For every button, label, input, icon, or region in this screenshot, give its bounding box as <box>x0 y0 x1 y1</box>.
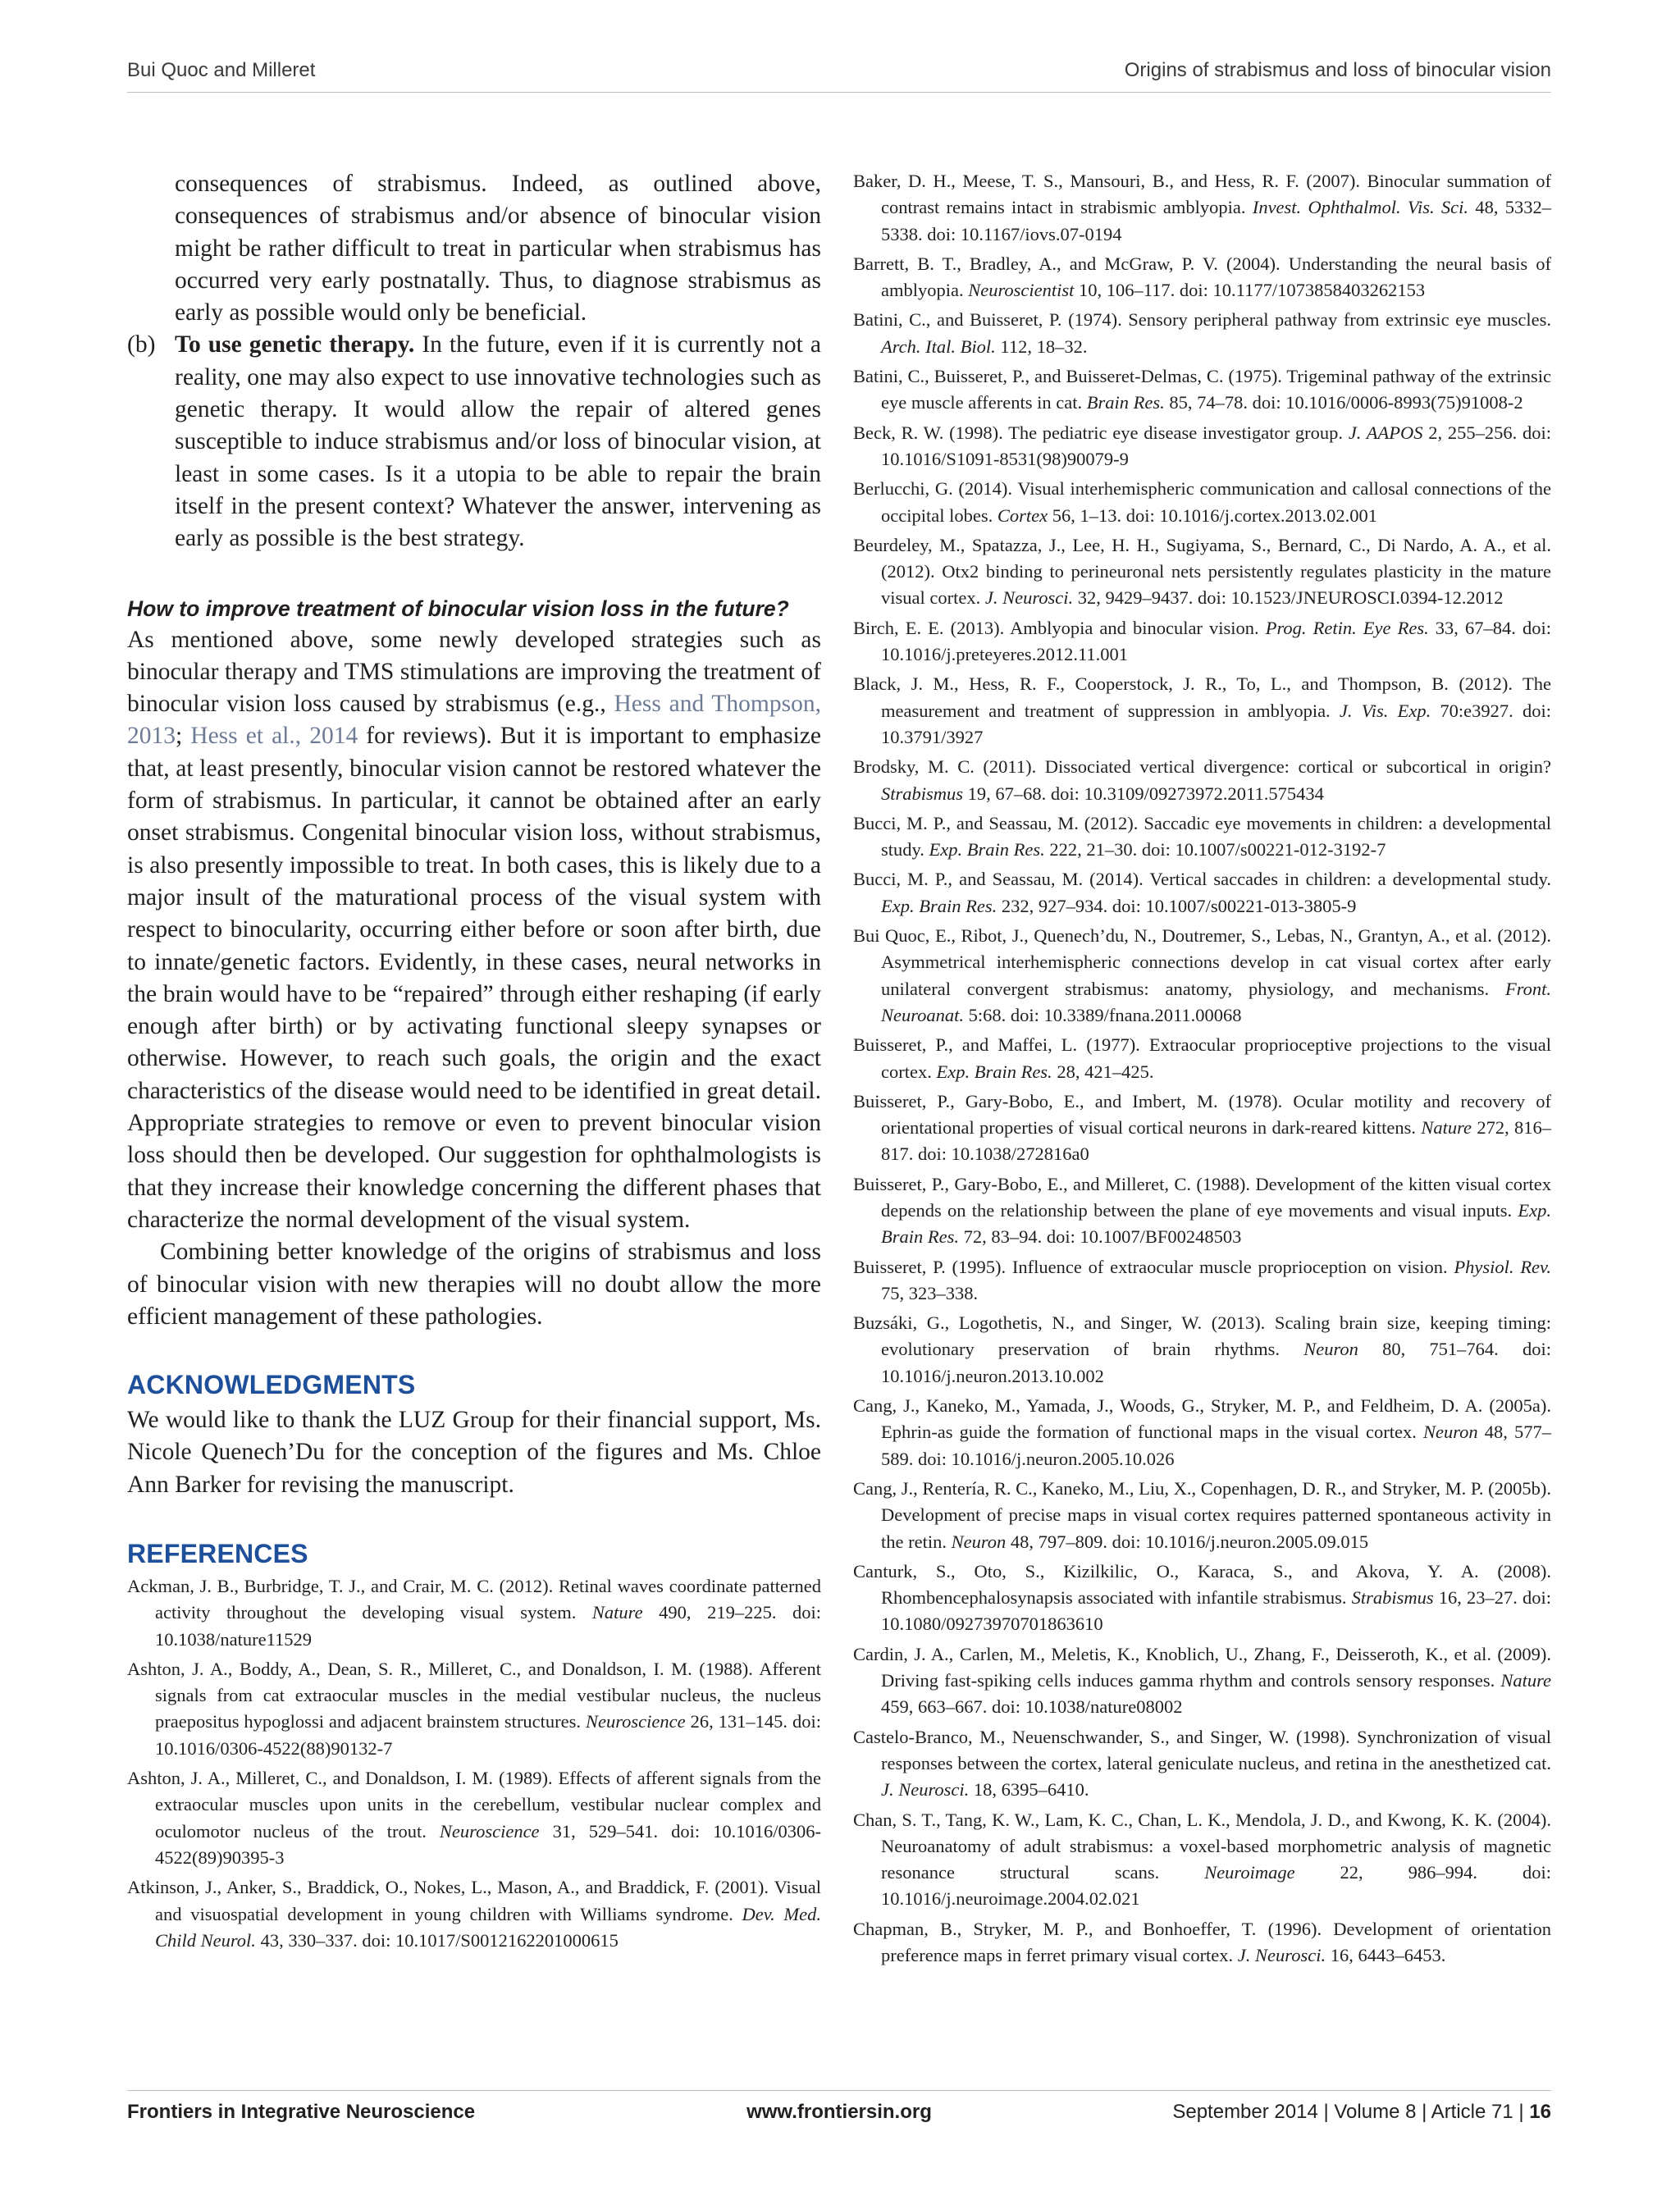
reference-details: 80, 751–764. doi: 10.1016/j.neuron.2013.10.002 <box>881 1339 1551 1386</box>
list-marker: (b) <box>127 331 156 358</box>
reference-details: 43, 330–337. doi: 10.1017/S0012162201000615 <box>255 1929 619 1951</box>
list-item-body: In the future, even if it is currently not a reality, one may also expect to use innovative technologies such as genetic therapy. It would allow the repair of altered genes susceptible to induce strabismus and/or loss of binocular vision, at least in some cases. Is it a utopia to be able to repair the brain itself in the present context? Whatever the answer, intervening as early as possible is the best strategy. <box>175 331 821 552</box>
page-footer <box>127 2101 1551 2130</box>
reference-details: 31, 529–541. doi: 10.1016/0306-4522(89)90395-3 <box>155 1820 821 1868</box>
reference-authors-title: Ackman, J. B., Burbridge, T. J., and Crair, M. C. (2012). Retinal waves coordinate patterned activity throughout the developing visual system. <box>127 1575 821 1623</box>
reference-journal: Neuron <box>1422 1422 1478 1443</box>
references-list-right <box>853 168 1551 1969</box>
reference-entry <box>853 810 1551 864</box>
reference-entry <box>853 1559 1551 1638</box>
reference-entry <box>127 1765 821 1871</box>
reference-authors-title: Buzsáki, G., Logothetis, N., and Singer, W. (2013). Scaling brain size, keeping timing: evolutionary preservation of brain rhythms. <box>853 1312 1551 1360</box>
reference-journal: J. Neurosci. <box>984 587 1074 609</box>
reference-authors-title: Baker, D. H., Meese, T. S., Mansouri, B., and Hess, R. F. (2007). Binocular summation of contrast remains intact in strabismic amblyopia. <box>853 171 1551 218</box>
list-item-text <box>175 329 821 555</box>
reference-details: 112, 18–32. <box>995 335 1088 357</box>
reference-details: 85, 74–78. doi: 10.1016/0006-8993(75)91008-2 <box>1164 392 1523 413</box>
reference-entry <box>853 671 1551 751</box>
reference-journal: Strabismus <box>1351 1587 1434 1609</box>
subsection-title: How to improve treatment of binocular vision loss in the future? <box>127 596 789 621</box>
reference-details: 16, 6443–6453. <box>1326 1945 1446 1965</box>
reference-journal: Neuron <box>1303 1339 1358 1360</box>
reference-authors-title: Ashton, J. A., Boddy, A., Dean, S. R., Milleret, C., and Donaldson, I. M. (1988). Afferent signals from cat extraocular muscles in the medial vestibular nucleus, the nucleus praepositus hypoglossi and adjacent brainstem structures. <box>127 1658 821 1732</box>
list-item-heading: To use genetic therapy. <box>175 331 415 358</box>
reference-details: 33, 67–84. doi: 10.1016/j.preteyeres.2012.11.001 <box>881 617 1551 665</box>
reference-entry <box>127 1573 821 1653</box>
page-header <box>127 59 1551 90</box>
reference-authors-title: Ashton, J. A., Milleret, C., and Donaldson, I. M. (1989). Effects of afferent signals from the extraocular muscles upon units in the cerebellum, vestibular nuclear complex and oculomotor nucleus of the trout. <box>127 1768 821 1842</box>
reference-authors-title: Bui Quoc, E., Ribot, J., Quenech’du, N., Doutremer, S., Lebas, N., Grantyn, A., et al. (2012). Asymmetrical interhemispheric connections develop in cat visual cortex after early unilateral convergent strabismus: anatomy, physiology, and mechanisms. <box>853 925 1551 999</box>
footer-rule <box>127 2090 1551 2091</box>
reference-details: 232, 927–934. doi: 10.1007/s00221-013-3805-9 <box>997 895 1357 916</box>
reference-details: 22, 986–994. doi: 10.1016/j.neuroimage.2004.02.021 <box>881 1862 1551 1910</box>
reference-journal: Physiol. Rev. <box>1454 1256 1551 1277</box>
reference-entry <box>853 251 1551 304</box>
reference-journal: Exp. Brain Res. <box>881 895 998 916</box>
reference-authors-title: Chan, S. T., Tang, K. W., Lam, K. C., Chan, L. K., Mendola, J. D., and Kwong, K. K. (2004). Neuroanatomy of adult strabismus: a voxel-based morphometric analysis of magnetic resonance structural scans. <box>853 1809 1551 1883</box>
reference-entry <box>853 1807 1551 1913</box>
reference-entry <box>853 532 1551 612</box>
citation-link-hess-thompson[interactable]: Hess and Thompson, 2013 <box>127 691 821 750</box>
reference-journal: Neuroscience <box>585 1711 686 1732</box>
reference-entry <box>853 476 1551 529</box>
paragraph-text: As mentioned above, some newly developed strategies such as binocular therapy and TMS stimulations are improving the treatment of binocular vision loss caused by strabismus (e.g., <box>127 626 821 718</box>
reference-authors-title: Buisseret, P., and Maffei, L. (1977). Extraocular proprioceptive projections to the visual cortex. <box>853 1034 1551 1082</box>
reference-authors-title: Buisseret, P., Gary-Bobo, E., and Imbert, M. (1978). Ocular motility and recovery of orientational properties of visual cortical neurons in dark-reared kittens. <box>853 1090 1551 1139</box>
reference-journal: J. Vis. Exp. <box>1339 700 1431 721</box>
reference-authors-title: Berlucchi, G. (2014). Visual interhemispheric communication and callosal connections of the occipital lobes. <box>853 478 1551 526</box>
reference-details: 56, 1–13. doi: 10.1016/j.cortex.2013.02.001 <box>1048 504 1377 526</box>
body-paragraph-2: Combining better knowledge of the origins of strabismus and loss of binocular vision with new therapies will no doubt allow the more efficient management of these pathologies. <box>127 1239 821 1330</box>
reference-entry <box>853 1393 1551 1472</box>
paragraph-text: for reviews). But it is important to emphasize that, at least presently, binocular vision cannot be restored whatever the form of strabismus. In particular, it cannot be obtained after an early onset strabismus. Congenital binocular vision loss, without strabismus, is also presently impossible to treat. In both cases, this is likely due to a major insult of the maturational process of the visual system with respect to binocularity, occurring either before or soon after birth, due to innate/genetic factors. Evidently, in these cases, neural networks in the brain would have to be “repaired” through either reshaping (if early enough after birth) or by activating functional sleepy synapses or otherwise. However, to reach such goals, the origin and the exact characteristics of the disease would need to be identified in great detail. Appropriate strategies to remove or even to prevent binocular vision loss should then be developed. Our suggestion for ophthalmologists is that they increase their knowledge concerning the different phases that characterize the normal development of the visual system. <box>127 723 821 1233</box>
reference-journal: Exp. Brain Res. <box>936 1061 1052 1082</box>
reference-journal: Front. Neuroanat. <box>881 978 1551 1025</box>
references-heading: REFERENCES <box>127 1538 308 1568</box>
footer-issue-text: September 2014 | Volume 8 | Article 71 | <box>1172 2101 1530 2123</box>
reference-authors-title: Buisseret, P. (1995). Influence of extraocular muscle proprioception on vision. <box>853 1256 1454 1277</box>
acknowledgments-heading: ACKNOWLEDGMENTS <box>127 1370 416 1400</box>
reference-journal: J. Neurosci. <box>881 1779 970 1801</box>
reference-details: 10, 106–117. doi: 10.1177/1073858403262153 <box>1074 280 1426 301</box>
reference-details: 2, 255–256. doi: 10.1016/S1091-8531(98)90079-9 <box>881 422 1551 469</box>
reference-authors-title: Cang, J., Kaneko, M., Yamada, J., Woods, G., Stryker, M. P., and Feldheim, D. A. (2005a). Ephrin-as guide the formation of functional maps in the visual cortex. <box>853 1395 1551 1443</box>
reference-journal: Prog. Retin. Eye Res. <box>1265 617 1429 638</box>
reference-authors-title: Beurdeley, M., Spatazza, J., Lee, H. H., Sugiyama, S., Bernard, C., Di Nardo, A. A., et al. (2012). Otx2 binding to perineuronal nets persistently regulates plasticity in the mature visual cortex. <box>853 534 1551 609</box>
reference-entry <box>853 420 1551 473</box>
reference-details: 32, 9429–9437. doi: 10.1523/JNEUROSCI.0394-12.2012 <box>1073 587 1504 609</box>
reference-authors-title: Brodsky, M. C. (2011). Dissociated vertical divergence: cortical or subcortical in origin? <box>853 756 1551 778</box>
reference-journal: Strabismus <box>881 783 964 804</box>
reference-entry <box>853 1476 1551 1555</box>
reference-journal: Exp. Brain Res. <box>929 839 1045 860</box>
reference-journal: Brain Res. <box>1086 392 1165 413</box>
left-column <box>127 168 821 1957</box>
header-rule <box>127 92 1551 93</box>
reference-details: 75, 323–338. <box>881 1282 979 1303</box>
reference-entry <box>853 754 1551 807</box>
reference-details: 16, 23–27. doi: 10.1080/09273970701863610 <box>881 1587 1551 1635</box>
continued-paragraph: consequences of strabismus. Indeed, as outlined above, consequences of strabismus and/or absence of binocular vision might be rather difficult to treat in particular when strabismus has occurred very early postnatally. Thus, to diagnose strabismus as early as possible would only be beneficial. <box>175 171 821 326</box>
reference-details: 26, 131–145. doi: 10.1016/0306-4522(88)90132-7 <box>155 1711 821 1759</box>
reference-details: 48, 577–589. doi: 10.1016/j.neuron.2005.10.026 <box>881 1422 1551 1469</box>
reference-journal: Exp. Brain Res. <box>881 1199 1551 1248</box>
reference-journal: Nature <box>1500 1670 1551 1691</box>
reference-journal: Neuroscientist <box>968 280 1075 301</box>
footer-journal: Frontiers in Integrative Neuroscience <box>127 2101 476 2123</box>
citation-separator: ; <box>176 723 191 750</box>
reference-details: 459, 663–667. doi: 10.1038/nature08002 <box>881 1696 1183 1718</box>
reference-authors-title: Beck, R. W. (1998). The pediatric eye disease investigator group. <box>853 422 1349 443</box>
reference-details: 48, 797–809. doi: 10.1016/j.neuron.2005.09.015 <box>1006 1531 1369 1552</box>
reference-entry <box>853 1089 1551 1168</box>
reference-journal: Neuroscience <box>439 1820 540 1842</box>
reference-entry <box>853 307 1551 360</box>
reference-authors-title: Black, J. M., Hess, R. F., Cooperstock, J. R., To, L., and Thompson, B. (2012). The measurement and treatment of suppression in amblyopia. <box>853 673 1551 721</box>
header-title: Origins of strabismus and loss of binocular vision <box>1124 59 1551 81</box>
reference-journal: Neuroimage <box>1204 1862 1295 1883</box>
reference-authors-title: Cardin, J. A., Carlen, M., Meletis, K., Knoblich, U., Zhang, F., Deisseroth, K., et al. (2009). Driving fast-spiking cells induces gamma rhythm and controls sensory responses. <box>853 1643 1551 1691</box>
reference-journal: J. Neurosci. <box>1237 1945 1326 1965</box>
reference-details: 222, 21–30. doi: 10.1007/s00221-012-3192-7 <box>1044 839 1386 860</box>
reference-journal: J. AAPOS <box>1348 422 1423 443</box>
reference-journal: Nature <box>1421 1117 1472 1139</box>
right-column <box>853 168 1551 1972</box>
reference-authors-title: Barrett, B. T., Bradley, A., and McGraw, P. V. (2004). Understanding the neural basis of amblyopia. <box>853 253 1551 301</box>
reference-authors-title: Bucci, M. P., and Seassau, M. (2012). Saccadic eye movements in children: a developmental study. <box>853 812 1551 860</box>
reference-entry <box>853 1254 1551 1308</box>
reference-authors-title: Castelo-Branco, M., Neuenschwander, S., and Singer, W. (1998). Synchronization of visual responses between the cortex, lateral geniculate nucleus, and retina in the anesthetized cat. <box>853 1726 1551 1773</box>
reference-entry <box>853 1641 1551 1721</box>
citation-link-hess-et-al[interactable]: Hess et al., 2014 <box>190 723 358 750</box>
reference-authors-title: Chapman, B., Stryker, M. P., and Bonhoeffer, T. (1996). Development of orientation preference maps in ferret primary visual cortex. <box>853 1918 1551 1965</box>
acknowledgments-text: We would like to thank the LUZ Group for their financial support, Ms. Nicole Quenech’Du for the conception of the figures and Ms. Chloe Ann Barker for revising the manuscript. <box>127 1407 821 1498</box>
reference-entry <box>127 1874 821 1954</box>
list-item-b <box>127 329 821 555</box>
reference-journal: Neuron <box>951 1531 1007 1552</box>
reference-entry <box>853 923 1551 1029</box>
reference-details: 490, 219–225. doi: 10.1038/nature11529 <box>155 1602 821 1650</box>
reference-authors-title: Batini, C., and Buisseret, P. (1974). Sensory peripheral pathway from extrinsic eye muscles. <box>853 309 1551 331</box>
references-list-left <box>127 1573 821 1954</box>
reference-authors-title: Birch, E. E. (2013). Amblyopia and binocular vision. <box>853 617 1266 638</box>
reference-details: 72, 83–94. doi: 10.1007/BF00248503 <box>959 1226 1242 1248</box>
reference-authors-title: Canturk, S., Oto, S., Kizilkilic, O., Karaca, S., and Akova, Y. A. (2008). Rhombencephalosynapsis associated with infantile strabismus. <box>853 1560 1551 1609</box>
reference-entry <box>853 1916 1551 1970</box>
reference-journal: Invest. Ophthalmol. Vis. Sci. <box>1252 197 1469 218</box>
reference-entry <box>853 1724 1551 1804</box>
body-paragraph <box>127 624 821 1237</box>
footer-website-link[interactable]: www.frontiersin.org <box>746 2101 932 2123</box>
reference-authors-title: Cang, J., Rentería, R. C., Kaneko, M., Liu, X., Copenhagen, D. R., and Stryker, M. P. (2005b). Development of precise maps in visual cortex requires patterned spontaneous activity in the retin. <box>853 1477 1551 1552</box>
reference-details: 19, 67–68. doi: 10.3109/09273972.2011.575434 <box>963 783 1324 804</box>
reference-entry <box>127 1656 821 1762</box>
reference-entry <box>853 363 1551 417</box>
header-authors: Bui Quoc and Milleret <box>127 59 316 81</box>
footer-page-number: 16 <box>1529 2101 1551 2123</box>
reference-entry <box>853 615 1551 669</box>
reference-authors-title: Buisseret, P., Gary-Bobo, E., and Milleret, C. (1988). Development of the kitten visual cortex depends on the relationship between the plane of eye movements and visual inputs. <box>853 1173 1551 1221</box>
reference-entry <box>853 1032 1551 1085</box>
reference-details: 18, 6395–6410. <box>969 1779 1089 1801</box>
reference-entry <box>853 168 1551 248</box>
reference-details: 70:e3927. doi: 10.3791/3927 <box>881 700 1551 747</box>
reference-details: 5:68. doi: 10.3389/fnana.2011.00068 <box>964 1004 1242 1025</box>
reference-entry <box>853 866 1551 920</box>
reference-authors-title: Batini, C., Buisseret, P., and Buisseret-Delmas, C. (1975). Trigeminal pathway of the extrinsic eye muscle afferents in cat. <box>853 366 1551 413</box>
reference-entry <box>853 1171 1551 1251</box>
reference-journal: Nature <box>591 1602 643 1623</box>
reference-details: 48, 5332–5338. doi: 10.1167/iovs.07-0194 <box>881 197 1552 244</box>
reference-journal: Cortex <box>997 504 1048 526</box>
footer-issue <box>1172 2101 1551 2124</box>
reference-entry <box>853 1310 1551 1390</box>
reference-journal: Arch. Ital. Biol. <box>881 335 996 357</box>
reference-details: 272, 816–817. doi: 10.1038/272816a0 <box>881 1117 1551 1165</box>
reference-authors-title: Atkinson, J., Anker, S., Braddick, O., Nokes, L., Mason, A., and Braddick, F. (2001). Visual and visuospatial development in young children with Williams syndrome. <box>127 1877 821 1924</box>
reference-authors-title: Bucci, M. P., and Seassau, M. (2014). Vertical saccades in children: a developmental study. <box>853 869 1551 890</box>
reference-journal: Dev. Med. Child Neurol. <box>155 1903 821 1951</box>
reference-details: 28, 421–425. <box>1052 1061 1154 1082</box>
